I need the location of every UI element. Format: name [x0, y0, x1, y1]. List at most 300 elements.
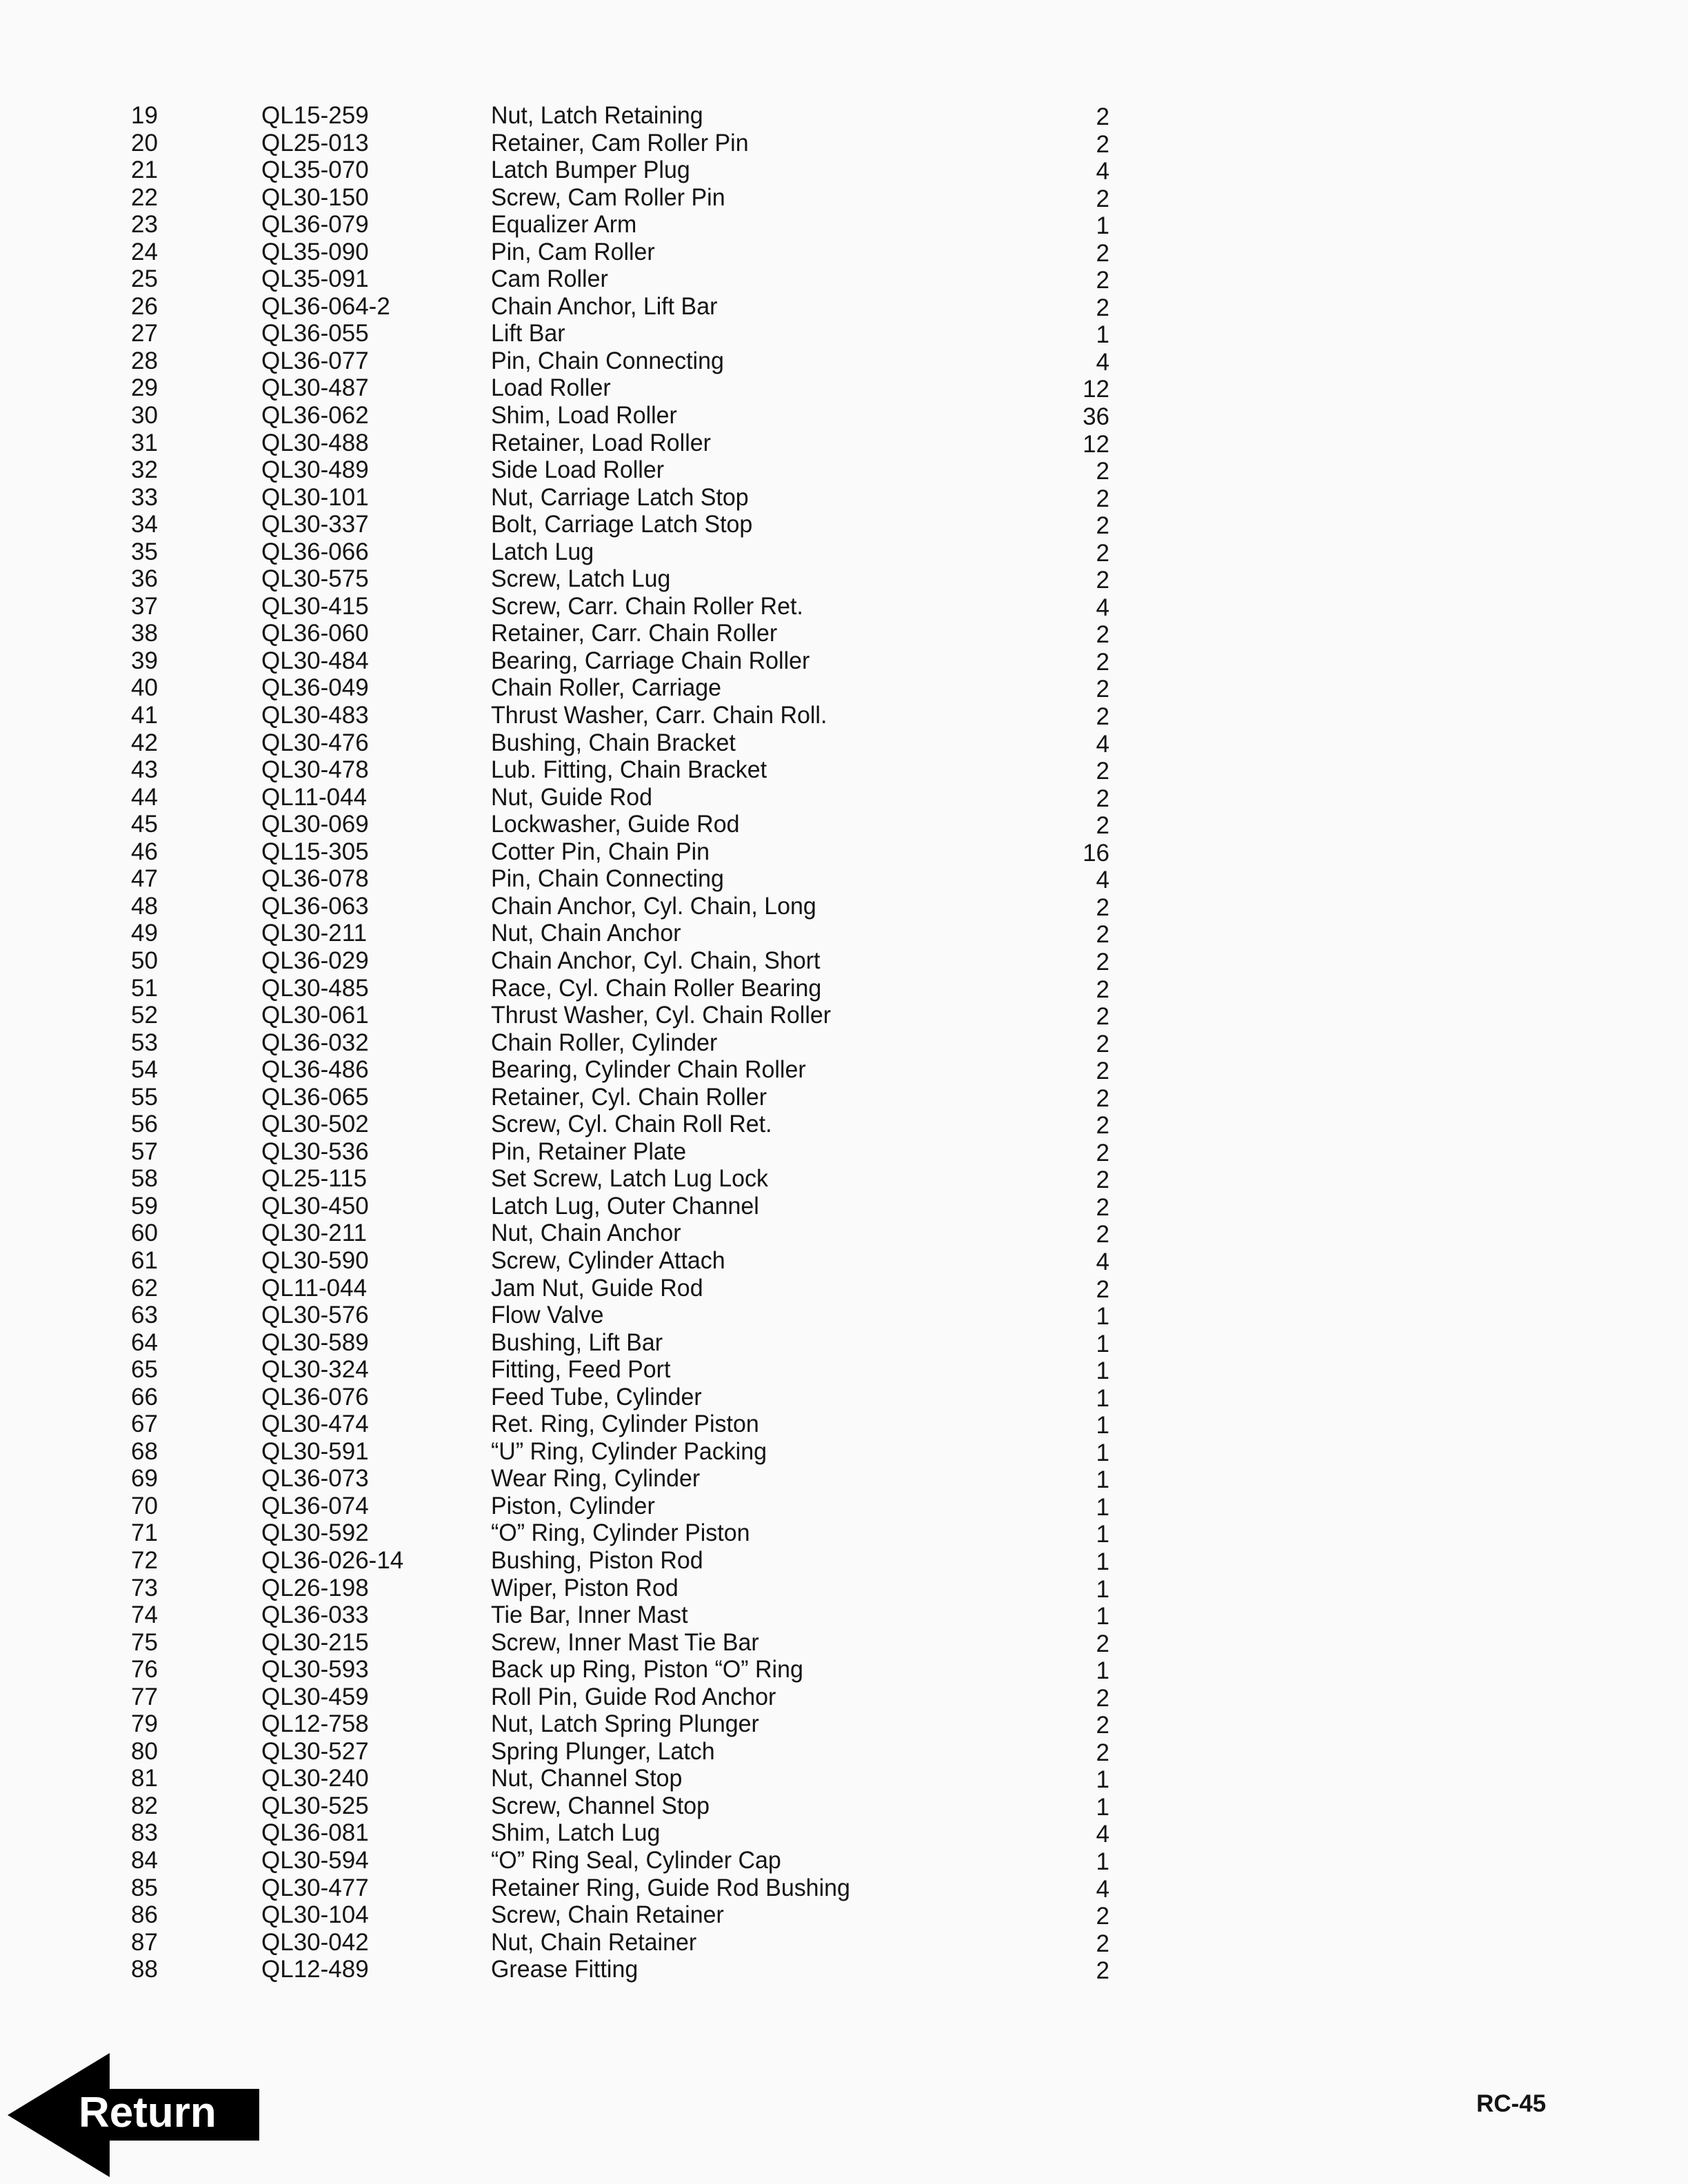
- parts-list-row: [0, 293, 1688, 321]
- parts-list-row: [0, 647, 1688, 675]
- quantity: 2: [1096, 785, 1109, 812]
- item-number: 45: [131, 811, 158, 838]
- part-number: QL36-049: [261, 674, 369, 702]
- quantity: 2: [1096, 703, 1109, 731]
- part-description: Pin, Chain Connecting: [491, 347, 724, 374]
- item-number: 23: [131, 211, 158, 239]
- part-number: QL36-033: [261, 1601, 369, 1629]
- parts-list-row: [0, 374, 1688, 402]
- part-number: QL30-575: [261, 565, 369, 593]
- quantity: 2: [1096, 948, 1109, 975]
- item-number: 68: [131, 1437, 158, 1465]
- part-description: Shim, Latch Lug: [491, 1819, 661, 1847]
- quantity: 2: [1096, 294, 1109, 321]
- quantity: 1: [1096, 1412, 1109, 1439]
- quantity: 2: [1096, 1684, 1109, 1712]
- item-number: 34: [131, 511, 158, 538]
- part-number: QL30-415: [261, 592, 369, 620]
- parts-list-row: [0, 102, 1688, 130]
- part-number: QL30-484: [261, 647, 369, 674]
- part-number: QL36-486: [261, 1056, 369, 1084]
- item-number: 66: [131, 1383, 158, 1410]
- item-number: 77: [131, 1683, 158, 1710]
- quantity: 1: [1096, 1848, 1109, 1875]
- quantity: 2: [1096, 1739, 1109, 1766]
- part-number: QL30-069: [261, 811, 369, 838]
- parts-list-row: [0, 1493, 1688, 1520]
- part-description: Tie Bar, Inner Mast: [491, 1601, 688, 1629]
- part-description: Chain Anchor, Lift Bar: [491, 292, 718, 320]
- item-number: 54: [131, 1056, 158, 1084]
- part-description: Nut, Guide Rod: [491, 783, 653, 811]
- part-description: Retainer Ring, Guide Rod Bushing: [491, 1874, 850, 1901]
- return-label: Return: [79, 2089, 217, 2136]
- part-description: Pin, Cam Roller: [491, 238, 655, 265]
- parts-list-row: [0, 1329, 1688, 1357]
- parts-list-row: [0, 538, 1688, 566]
- quantity: 4: [1096, 867, 1109, 894]
- part-description: Flow Valve: [491, 1302, 604, 1329]
- part-description: Chain Anchor, Cyl. Chain, Long: [491, 892, 816, 920]
- part-description: Fitting, Feed Port: [491, 1356, 671, 1384]
- parts-list-row: [0, 1929, 1688, 1957]
- parts-list-row: [0, 1792, 1688, 1820]
- quantity: 2: [1096, 1084, 1109, 1112]
- parts-list-row: [0, 1302, 1688, 1329]
- part-number: QL30-489: [261, 456, 369, 484]
- part-number: QL30-593: [261, 1656, 369, 1684]
- item-number: 88: [131, 1956, 158, 1983]
- part-description: Bushing, Chain Bracket: [491, 729, 736, 756]
- part-description: Piston, Cylinder: [491, 1492, 655, 1519]
- parts-list-row: [0, 130, 1688, 157]
- part-number: QL36-079: [261, 211, 369, 239]
- parts-list-row: [0, 1547, 1688, 1575]
- part-description: Back up Ring, Piston “O” Ring: [491, 1656, 803, 1684]
- part-description: Nut, Latch Spring Plunger: [491, 1710, 759, 1738]
- part-description: Screw, Latch Lug: [491, 565, 671, 593]
- item-number: 85: [131, 1874, 158, 1901]
- quantity: 2: [1096, 1193, 1109, 1221]
- part-number: QL25-115: [261, 1165, 368, 1193]
- part-description: Feed Tube, Cylinder: [491, 1383, 702, 1410]
- parts-list-row: [0, 1275, 1688, 1302]
- parts-list-row: [0, 1111, 1688, 1138]
- item-number: 32: [131, 456, 158, 484]
- part-description: Pin, Chain Connecting: [491, 865, 724, 893]
- part-description: Roll Pin, Guide Rod Anchor: [491, 1683, 776, 1710]
- quantity: 2: [1096, 130, 1109, 158]
- item-number: 81: [131, 1765, 158, 1792]
- item-number: 64: [131, 1328, 158, 1356]
- part-description: Screw, Cylinder Attach: [491, 1246, 725, 1274]
- part-description: Latch Lug: [491, 538, 594, 565]
- item-number: 30: [131, 402, 158, 429]
- part-description: Retainer, Load Roller: [491, 429, 711, 456]
- part-number: QL36-055: [261, 320, 369, 347]
- quantity: 2: [1096, 1930, 1109, 1957]
- item-number: 41: [131, 702, 158, 729]
- parts-list-row: [0, 184, 1688, 212]
- quantity: 36: [1083, 403, 1109, 431]
- item-number: 37: [131, 592, 158, 620]
- parts-list-row: [0, 729, 1688, 757]
- quantity: 4: [1096, 1821, 1109, 1848]
- quantity: 2: [1096, 103, 1109, 130]
- part-number: QL30-527: [261, 1737, 369, 1765]
- part-number: QL35-091: [261, 265, 369, 293]
- item-number: 69: [131, 1465, 158, 1493]
- parts-list-row: [0, 1765, 1688, 1792]
- parts-list-row: [0, 402, 1688, 429]
- parts-list-row: [0, 1710, 1688, 1738]
- item-number: 26: [131, 292, 158, 320]
- page-number: RC-45: [1476, 2090, 1547, 2117]
- quantity: 1: [1096, 1384, 1109, 1412]
- item-number: 49: [131, 920, 158, 947]
- quantity: 2: [1096, 921, 1109, 949]
- item-number: 75: [131, 1628, 158, 1656]
- item-number: 73: [131, 1574, 158, 1601]
- part-description: Nut, Chain Anchor: [491, 1220, 681, 1247]
- part-number: QL11-044: [261, 1274, 368, 1302]
- quantity: 2: [1096, 621, 1109, 649]
- part-description: Screw, Cam Roller Pin: [491, 183, 725, 211]
- item-number: 67: [131, 1410, 158, 1438]
- item-number: 22: [131, 183, 158, 211]
- parts-list-row: [0, 1438, 1688, 1466]
- part-number: QL30-240: [261, 1765, 369, 1792]
- item-number: 82: [131, 1792, 158, 1819]
- part-number: QL36-081: [261, 1819, 369, 1847]
- quantity: 1: [1096, 1330, 1109, 1357]
- parts-list-row: [0, 211, 1688, 239]
- parts-list-row: [0, 511, 1688, 538]
- parts-list-row: [0, 975, 1688, 1002]
- part-description: Pin, Retainer Plate: [491, 1138, 687, 1165]
- parts-list-row: [0, 784, 1688, 811]
- quantity: 1: [1096, 1793, 1109, 1821]
- part-number: QL30-478: [261, 756, 369, 784]
- item-number: 59: [131, 1192, 158, 1220]
- item-number: 24: [131, 238, 158, 265]
- quantity: 4: [1096, 594, 1109, 621]
- part-description: Bolt, Carriage Latch Stop: [491, 511, 753, 538]
- part-number: QL30-042: [261, 1928, 369, 1956]
- quantity: 2: [1096, 893, 1109, 921]
- parts-list-row: [0, 429, 1688, 457]
- part-number: QL30-450: [261, 1192, 369, 1220]
- part-description: Bearing, Cylinder Chain Roller: [491, 1056, 806, 1084]
- part-number: QL30-474: [261, 1410, 369, 1438]
- item-number: 48: [131, 892, 158, 920]
- quantity: 4: [1096, 730, 1109, 758]
- parts-list-row: [0, 756, 1688, 784]
- quantity: 2: [1096, 1221, 1109, 1248]
- quantity: 2: [1096, 458, 1109, 485]
- item-number: 70: [131, 1492, 158, 1519]
- part-description: Nut, Carriage Latch Stop: [491, 483, 749, 511]
- part-description: Grease Fitting: [491, 1956, 639, 1983]
- part-number: QL36-065: [261, 1083, 369, 1111]
- part-description: Lift Bar: [491, 320, 565, 347]
- item-number: 50: [131, 947, 158, 974]
- part-description: Set Screw, Latch Lug Lock: [491, 1165, 768, 1193]
- quantity: 2: [1096, 1712, 1109, 1739]
- quantity: 2: [1096, 975, 1109, 1003]
- part-number: QL30-487: [261, 374, 369, 402]
- item-number: 29: [131, 374, 158, 402]
- quantity: 1: [1096, 1493, 1109, 1521]
- part-description: Equalizer Arm: [491, 211, 637, 239]
- quantity: 2: [1096, 648, 1109, 676]
- part-number: QL30-576: [261, 1302, 369, 1329]
- parts-list-row: [0, 947, 1688, 975]
- parts-list-row: [0, 893, 1688, 920]
- quantity: 1: [1096, 1303, 1109, 1331]
- item-number: 76: [131, 1656, 158, 1684]
- quantity: 1: [1096, 1548, 1109, 1575]
- part-description: Load Roller: [491, 374, 611, 402]
- part-description: Latch Bumper Plug: [491, 156, 690, 184]
- quantity: 1: [1096, 1603, 1109, 1630]
- part-number: QL30-101: [261, 483, 369, 511]
- quantity: 2: [1096, 1058, 1109, 1085]
- parts-list-row: [0, 920, 1688, 947]
- part-number: QL25-013: [261, 129, 369, 156]
- parts-list-row: [0, 484, 1688, 512]
- parts-list-row: [0, 1084, 1688, 1111]
- part-number: QL30-477: [261, 1874, 369, 1901]
- parts-list-row: [0, 1847, 1688, 1874]
- item-number: 60: [131, 1220, 158, 1247]
- part-description: Jam Nut, Guide Rod: [491, 1274, 703, 1302]
- part-number: QL15-305: [261, 838, 369, 865]
- part-number: QL30-150: [261, 183, 369, 211]
- quantity: 2: [1096, 1275, 1109, 1303]
- part-description: Wiper, Piston Rod: [491, 1574, 679, 1601]
- part-description: Screw, Inner Mast Tie Bar: [491, 1628, 759, 1656]
- parts-list-row: [0, 565, 1688, 593]
- part-description: Lockwasher, Guide Rod: [491, 811, 740, 838]
- quantity: 2: [1096, 185, 1109, 212]
- item-number: 36: [131, 565, 158, 593]
- parts-list-row: [0, 1056, 1688, 1084]
- item-number: 44: [131, 783, 158, 811]
- part-description: Nut, Chain Retainer: [491, 1928, 697, 1956]
- parts-list-row: [0, 1165, 1688, 1193]
- part-number: QL26-198: [261, 1574, 369, 1601]
- quantity: 2: [1096, 676, 1109, 703]
- part-description: Chain Roller, Cylinder: [491, 1029, 718, 1056]
- item-number: 47: [131, 865, 158, 893]
- part-description: Thrust Washer, Cyl. Chain Roller: [491, 1002, 832, 1029]
- quantity: 2: [1096, 812, 1109, 840]
- parts-list-row: [0, 1819, 1688, 1847]
- part-number: QL30-337: [261, 511, 369, 538]
- part-description: Cotter Pin, Chain Pin: [491, 838, 710, 865]
- parts-list-row: [0, 1601, 1688, 1629]
- item-number: 83: [131, 1819, 158, 1847]
- part-number: QL30-211: [261, 1220, 368, 1247]
- parts-list-row: [0, 620, 1688, 647]
- part-description: Thrust Washer, Carr. Chain Roll.: [491, 702, 827, 729]
- item-number: 43: [131, 756, 158, 784]
- item-number: 80: [131, 1737, 158, 1765]
- part-number: QL35-090: [261, 238, 369, 265]
- part-number: QL30-591: [261, 1437, 369, 1465]
- part-number: QL30-485: [261, 974, 369, 1002]
- part-description: Chain Roller, Carriage: [491, 674, 721, 702]
- item-number: 35: [131, 538, 158, 565]
- part-number: QL30-594: [261, 1847, 369, 1874]
- part-number: QL36-066: [261, 538, 369, 565]
- parts-list-row: [0, 1138, 1688, 1166]
- item-number: 63: [131, 1302, 158, 1329]
- part-number: QL30-211: [261, 920, 368, 947]
- quantity: 1: [1096, 212, 1109, 240]
- quantity: 2: [1096, 1630, 1109, 1657]
- parts-list-row: [0, 593, 1688, 620]
- part-number: QL36-029: [261, 947, 369, 974]
- quantity: 4: [1096, 348, 1109, 376]
- quantity: 16: [1083, 839, 1109, 867]
- quantity: 1: [1096, 1575, 1109, 1603]
- part-number: QL35-070: [261, 156, 369, 184]
- parts-list-row: [0, 239, 1688, 266]
- part-description: Nut, Channel Stop: [491, 1765, 683, 1792]
- part-number: QL30-525: [261, 1792, 369, 1819]
- part-number: QL30-215: [261, 1628, 369, 1656]
- return-button[interactable]: [7, 2052, 262, 2178]
- parts-list-row: [0, 1220, 1688, 1247]
- parts-list-row: [0, 1356, 1688, 1384]
- quantity: 2: [1096, 1166, 1109, 1194]
- item-number: 87: [131, 1928, 158, 1956]
- item-number: 33: [131, 483, 158, 511]
- part-number: QL36-032: [261, 1029, 369, 1056]
- quantity: 1: [1096, 1766, 1109, 1794]
- part-number: QL30-483: [261, 702, 369, 729]
- part-description: Screw, Chain Retainer: [491, 1901, 724, 1929]
- item-number: 56: [131, 1111, 158, 1138]
- quantity: 2: [1096, 539, 1109, 567]
- parts-list-row: [0, 1629, 1688, 1657]
- part-description: Bearing, Carriage Chain Roller: [491, 647, 810, 674]
- item-number: 51: [131, 974, 158, 1002]
- part-description: Nut, Latch Retaining: [491, 102, 703, 129]
- parts-list-row: [0, 320, 1688, 347]
- quantity: 2: [1096, 1112, 1109, 1140]
- parts-list-row: [0, 265, 1688, 293]
- part-description: Ret. Ring, Cylinder Piston: [491, 1410, 759, 1438]
- parts-list-row: [0, 1465, 1688, 1493]
- parts-list-row: [0, 1519, 1688, 1547]
- part-description: Race, Cyl. Chain Roller Bearing: [491, 974, 822, 1002]
- item-number: 74: [131, 1601, 158, 1629]
- parts-list-row: [0, 1029, 1688, 1057]
- part-description: Shim, Load Roller: [491, 402, 677, 429]
- item-number: 46: [131, 838, 158, 865]
- quantity: 2: [1096, 485, 1109, 512]
- parts-list-row: [0, 1901, 1688, 1929]
- quantity: 2: [1096, 567, 1109, 594]
- item-number: 21: [131, 156, 158, 184]
- item-number: 25: [131, 265, 158, 293]
- part-number: QL30-536: [261, 1138, 369, 1165]
- part-number: QL36-076: [261, 1383, 369, 1410]
- part-number: QL30-488: [261, 429, 369, 456]
- part-number: QL36-063: [261, 892, 369, 920]
- part-number: QL30-104: [261, 1901, 369, 1929]
- part-description: Chain Anchor, Cyl. Chain, Short: [491, 947, 821, 974]
- part-number: QL30-476: [261, 729, 369, 756]
- item-number: 27: [131, 320, 158, 347]
- part-number: QL12-758: [261, 1710, 369, 1738]
- item-number: 39: [131, 647, 158, 674]
- item-number: 55: [131, 1083, 158, 1111]
- item-number: 38: [131, 620, 158, 647]
- part-description: Screw, Cyl. Chain Roll Ret.: [491, 1111, 772, 1138]
- item-number: 58: [131, 1165, 158, 1193]
- quantity: 1: [1096, 1357, 1109, 1385]
- item-number: 86: [131, 1901, 158, 1929]
- parts-list-row: [0, 156, 1688, 184]
- part-description: Spring Plunger, Latch: [491, 1737, 715, 1765]
- item-number: 31: [131, 429, 158, 456]
- quantity: 2: [1096, 1957, 1109, 1985]
- part-number: QL30-459: [261, 1683, 369, 1710]
- part-description: “U” Ring, Cylinder Packing: [491, 1437, 767, 1465]
- item-number: 53: [131, 1029, 158, 1056]
- parts-list-row: [0, 811, 1688, 838]
- part-number: QL12-489: [261, 1956, 369, 1983]
- part-number: QL30-502: [261, 1111, 369, 1138]
- item-number: 20: [131, 129, 158, 156]
- part-number: QL36-078: [261, 865, 369, 893]
- part-number: QL30-589: [261, 1328, 369, 1356]
- item-number: 40: [131, 674, 158, 702]
- item-number: 42: [131, 729, 158, 756]
- part-description: Nut, Chain Anchor: [491, 920, 681, 947]
- part-description: Lub. Fitting, Chain Bracket: [491, 756, 767, 784]
- item-number: 61: [131, 1246, 158, 1274]
- item-number: 28: [131, 347, 158, 374]
- item-number: 52: [131, 1002, 158, 1029]
- item-number: 79: [131, 1710, 158, 1738]
- part-description: “O” Ring, Cylinder Piston: [491, 1519, 750, 1547]
- part-number: QL30-592: [261, 1519, 369, 1547]
- part-number: QL36-073: [261, 1465, 369, 1493]
- part-number: QL36-064-2: [261, 292, 390, 320]
- part-description: Bushing, Lift Bar: [491, 1328, 663, 1356]
- part-number: QL30-590: [261, 1246, 369, 1274]
- quantity: 2: [1096, 758, 1109, 785]
- part-description: Screw, Channel Stop: [491, 1792, 710, 1819]
- parts-list-row: [0, 838, 1688, 866]
- quantity: 12: [1083, 430, 1109, 458]
- quantity: 2: [1096, 1903, 1109, 1930]
- quantity: 2: [1096, 1030, 1109, 1058]
- part-description: “O” Ring Seal, Cylinder Cap: [491, 1847, 781, 1874]
- parts-list-row: [0, 702, 1688, 729]
- part-number: QL30-324: [261, 1356, 369, 1384]
- item-number: 72: [131, 1546, 158, 1574]
- parts-list-row: [0, 1684, 1688, 1711]
- part-description: Retainer, Carr. Chain Roller: [491, 620, 778, 647]
- item-number: 65: [131, 1356, 158, 1384]
- part-description: Bushing, Piston Rod: [491, 1546, 703, 1574]
